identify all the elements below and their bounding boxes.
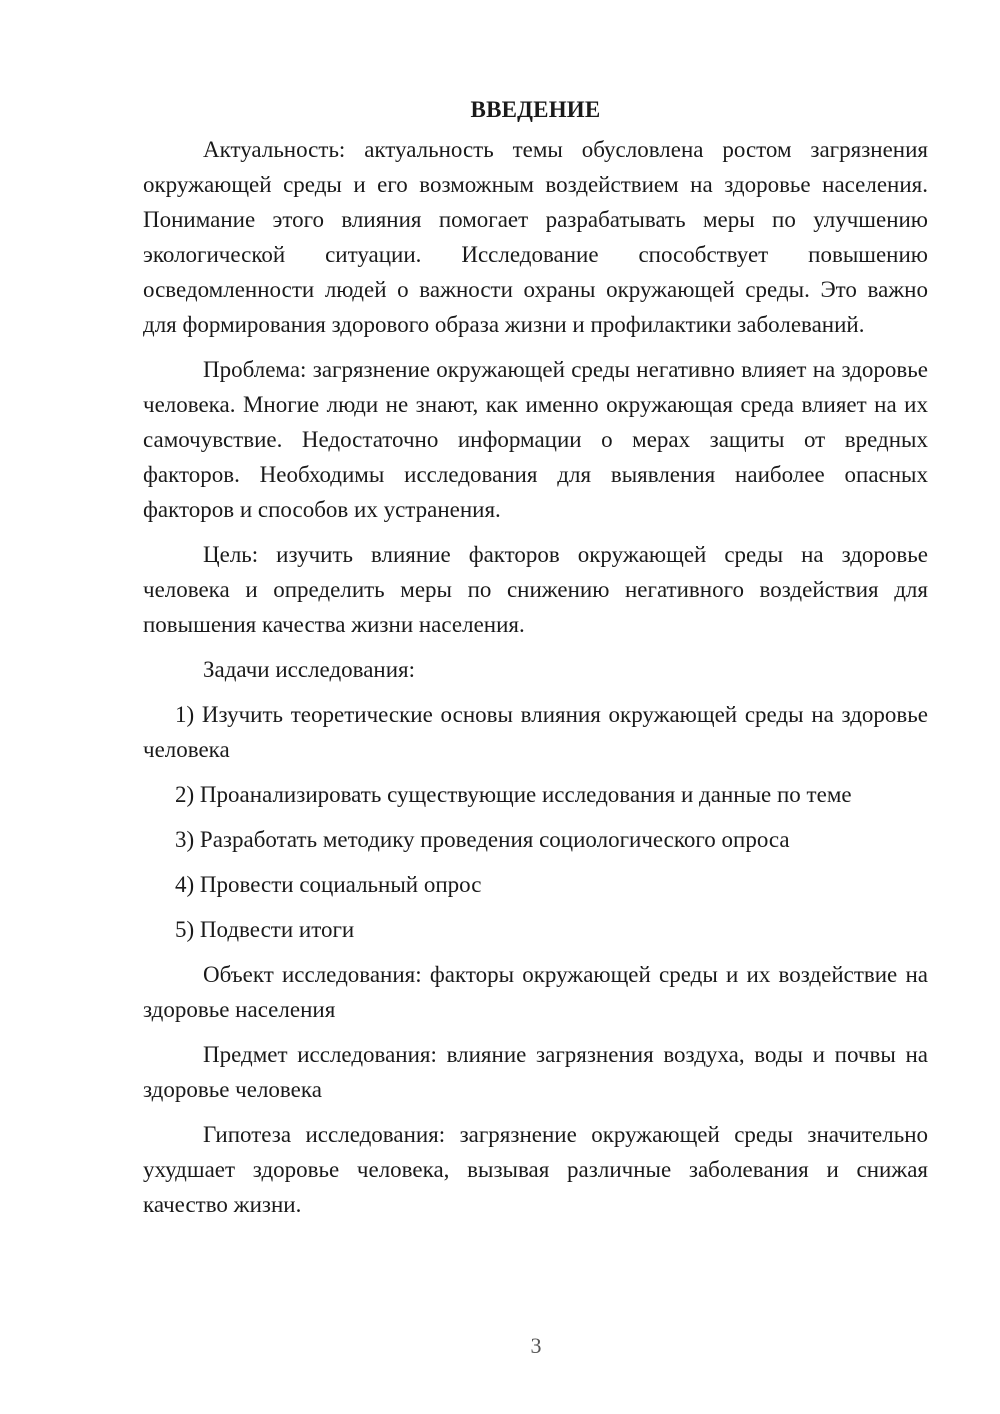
subject-paragraph: Предмет исследования: влияние загрязнения воздуха, воды и почвы на здоровье человека — [143, 1042, 928, 1102]
section-title: ВВЕДЕНИЕ — [470, 97, 601, 122]
goal-paragraph: Цель: изучить влияние факторов окружающей среды на здоровье человека и определить меры по снижению негативного воздействия для повышения качества жизни населения. — [143, 542, 928, 637]
page-number: 3 — [530, 1333, 542, 1358]
task-item-1: 1) Изучить теоретические основы влияния окружающей среды на здоровье человека — [143, 702, 928, 762]
task-item-2: 2) Проанализировать существующие исследования и данные по теме — [175, 782, 852, 807]
hypothesis-paragraph: Гипотеза исследования: загрязнение окружающей среды значительно ухудшает здоровье человека, вызывая различные заболевания и снижая качество жизни. — [143, 1122, 928, 1217]
task-item-4: 4) Провести социальный опрос — [175, 872, 482, 897]
page-content — [143, 92, 928, 1232]
task-item-3: 3) Разработать методику проведения социологического опроса — [175, 827, 790, 852]
object-paragraph: Объект исследования: факторы окружающей среды и их воздействие на здоровье населения — [143, 962, 928, 1022]
task-item-5: 5) Подвести итоги — [175, 917, 355, 942]
relevance-paragraph: Актуальность: актуальность темы обусловлена ростом загрязнения окружающей среды и его возможным воздействием на здоровье населения. Понимание этого влияния помогает разрабатывать меры по улучшению экологической ситуации. Исследование способствует повышению осведомленности людей о важности охраны окружающей среды. Это важно для формирования здорового образа жизни и профилактики заболеваний. — [143, 137, 928, 337]
tasks-heading: Задачи исследования: — [203, 657, 416, 682]
problem-paragraph: Проблема: загрязнение окружающей среды негативно влияет на здоровье человека. Многие люди не знают, как именно окружающая среда влияет на их самочувствие. Недостаточно информации о мерах защиты от вредных факторов. Необходимы исследования для выявления наиболее опасных факторов и способов их устранения. — [143, 357, 928, 522]
